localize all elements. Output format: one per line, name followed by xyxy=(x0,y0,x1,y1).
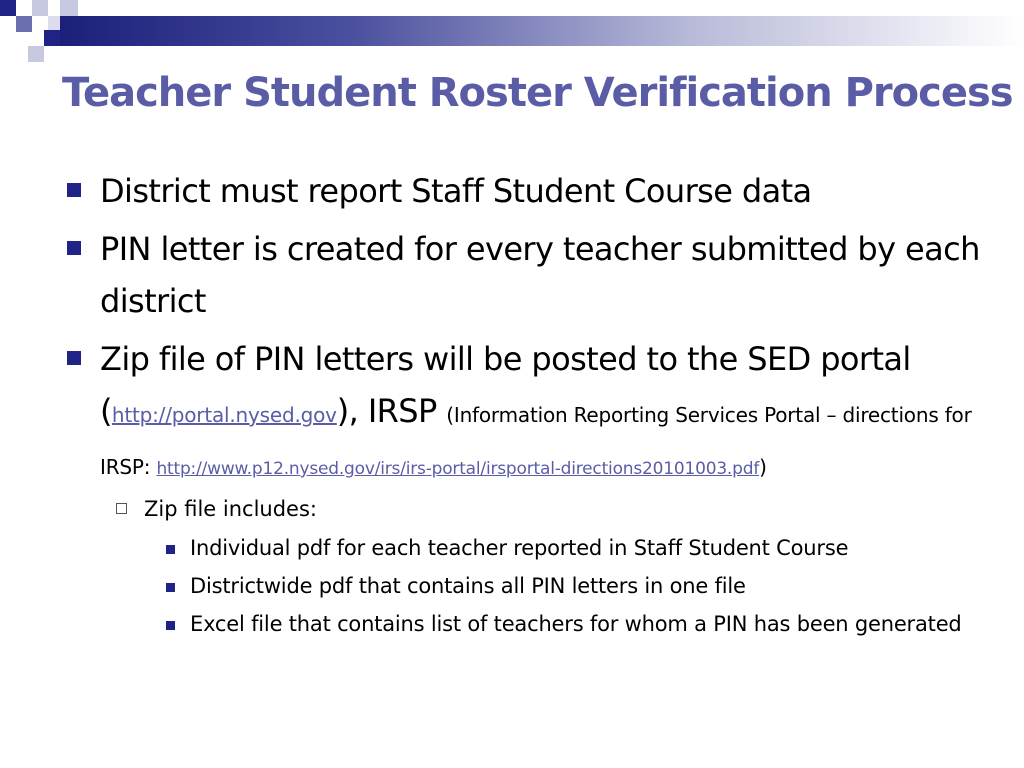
bullet-item xyxy=(64,165,1014,217)
decor-square xyxy=(60,0,78,16)
list-item-text: Districtwide pdf that contains all PIN letters in one file xyxy=(190,574,746,598)
portal-link[interactable]: http://portal.nysed.gov xyxy=(111,403,337,427)
bullet-text: Zip file of PIN letters will be posted to the SED portal ( xyxy=(100,340,911,430)
list-item xyxy=(64,607,1014,641)
list-item-text: Excel file that contains list of teachers for whom a PIN has been generated xyxy=(190,612,962,636)
bullet-item xyxy=(64,223,1014,327)
square-bullet-icon xyxy=(67,241,81,255)
bullet-item xyxy=(64,333,1014,489)
decor-square xyxy=(0,0,16,16)
list-item xyxy=(64,569,1014,603)
bullet-text: ), IRSP xyxy=(336,392,447,430)
slide-body xyxy=(64,165,1014,641)
square-bullet-icon xyxy=(166,583,175,592)
decor-square xyxy=(16,16,32,32)
bullet-text: PIN letter is created for every teacher submitted by each district xyxy=(100,230,980,320)
square-bullet-icon xyxy=(67,351,81,365)
sub-bullet-text: Zip file includes: xyxy=(144,497,317,521)
list-item-text: Individual pdf for each teacher reported in Staff Student Course xyxy=(190,536,849,560)
header-gradient-bar xyxy=(60,16,1024,46)
square-bullet-icon xyxy=(67,183,81,197)
square-bullet-icon xyxy=(166,621,175,630)
slide-title: Teacher Student Roster Verification Process xyxy=(62,70,1013,116)
sub-bullet-item xyxy=(64,491,1014,527)
directions-link[interactable]: http://www.p12.nysed.gov/irs/irs-portal/irsportal-directions20101003.pdf xyxy=(156,459,760,479)
square-bullet-icon xyxy=(166,545,175,554)
decor-square xyxy=(44,30,60,46)
decor-square xyxy=(28,46,44,62)
list-item xyxy=(64,531,1014,565)
bullet-note: (Information Reporting Services Portal – directions for IRSP: xyxy=(100,403,972,479)
bullet-note: ) xyxy=(759,455,767,479)
decor-square xyxy=(32,0,48,16)
hollow-square-bullet-icon xyxy=(116,503,127,514)
bullet-text: District must report Staff Student Course data xyxy=(100,172,812,210)
